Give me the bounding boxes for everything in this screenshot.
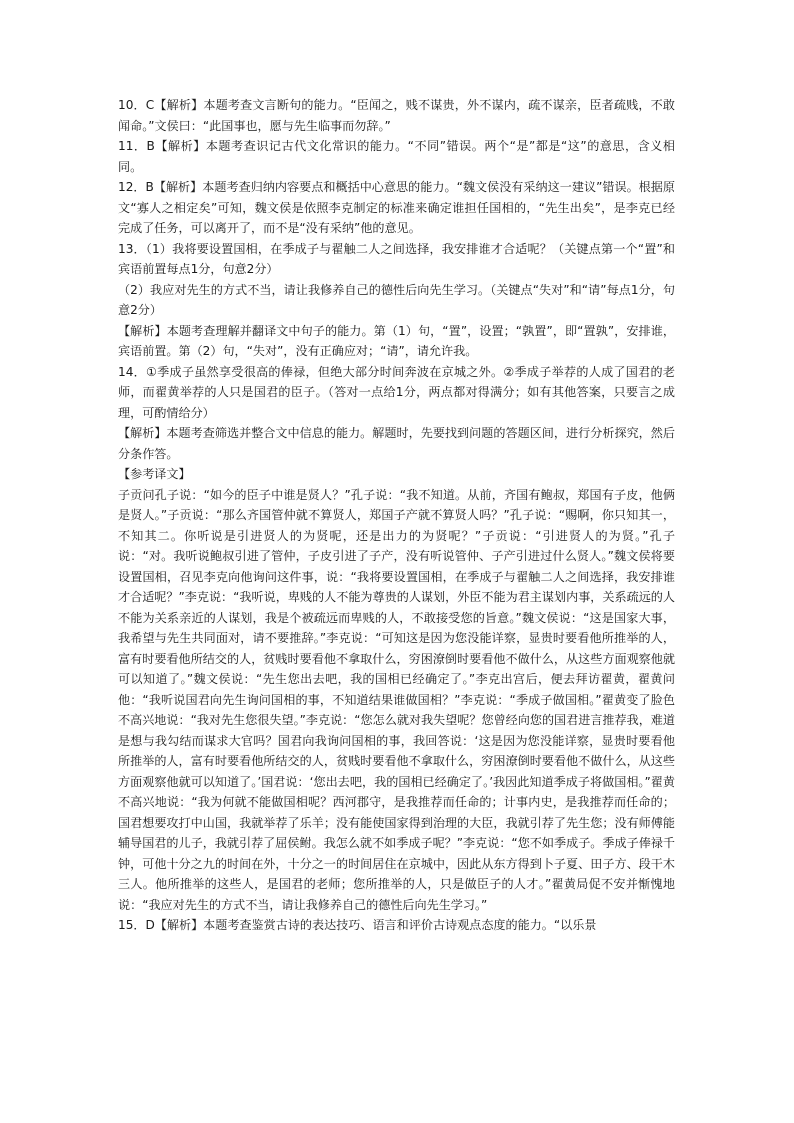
reference-translation-heading: 【参考译文】 — [118, 467, 191, 481]
answer-14-analysis: 【解析】本题考查筛选并整合文中信息的能力。解题时，先要找到问题的答题区间，进行分析探究，然后分条作答。 — [118, 426, 675, 461]
answer-key-page — [118, 95, 675, 936]
answer-14: 14．①季成子虽然享受很高的俸禄，但绝大部分时间奔波在京城之外。②季成子举荐的人成了国君的老师，而翟黄举荐的人只是国君的臣子。（答对一点给1分，两点都对得满分；如有其他答案，只要言之成理，可酌情给分） — [118, 364, 675, 420]
answer-13-part-1: 13．（1）我将要设置国相，在季成子与翟触二人之间选择，我安排谁才合适呢？（关键点第一个“置”和宾语前置每点1分，句意2分） — [118, 241, 675, 276]
answer-12: 12．B【解析】本题考查归纳内容要点和概括中心意思的能力。“魏文侯没有采纳这一建议”错误。根据原文“寡人之相定矣”可知，魏文侯是依照李克制定的标准来确定谁担任国相的，“先生出矣”，是李克已经完成了任务，可以离开了，而不是“没有采纳”他的意见。 — [118, 180, 675, 235]
answer-11: 11．B【解析】本题考查识记古代文化常识的能力。“不同”错误。两个“是”都是“这”的意思，含义相同。 — [118, 139, 675, 174]
answer-13-part-2: （2）我应对先生的方式不当，请让我修养自己的德性后向先生学习。（关键点“失对”和“请”每点1分，句意2分） — [118, 282, 675, 317]
answer-10: 10．C【解析】本题考查文言断句的能力。“臣闻之，贱不谋贵，外不谋内，疏不谋亲，臣者疏贱，不敢闻命。”文侯曰：“此国事也，愿与先生临事而勿辞。” — [118, 98, 675, 133]
answer-15: 15．D【解析】本题考查鉴赏古诗的表达技巧、语言和评价古诗观点态度的能力。“以乐景 — [118, 918, 597, 932]
answer-13-analysis: 【解析】本题考查理解并翻译文中句子的能力。第（1）句，“置”，设置；“孰置”，即“置孰”，安排谁，宾语前置。第（2）句，“失对”，没有正确应对；“请”，请允许我。 — [118, 323, 675, 358]
reference-translation-body: 子贡问孔子说：“如今的臣子中谁是贤人？”孔子说：“我不知道。从前，齐国有鲍叔，郑国有子皮，他俩是贤人。”子贡说：“那么齐国管仲就不算贤人，郑国子产就不算贤人吗？”孔子说：“赐啊，你只知其一，不知其二。你听说是引进贤人的为贤呢，还是出力的为贤呢？”子贡说：“引进贤人的为贤。”孔子说：“对。我听说鲍叔引进了管仲，子皮引进了子产，没有听说管仲、子产引进过什么贤人。”魏文侯将要设置国相，召见李克向他询问这件事，说：“我将要设置国相，在季成子与翟触二人之间选择，我安排谁才合适呢？”李克说：“我听说，卑贱的人不能为尊贵的人谋划，外臣不能为君主谋划内事，关系疏远的人不能为关系亲近的人谋划，我是个被疏远而卑贱的人，不敢接受您的旨意。”魏文侯说：“这是国家大事，我希望与先生共同面对，请不要推辞。”李克说：“可知这是因为您没能详察，显贵时要看他所推举的人，富有时要看他所结交的人，贫贱时要看他不拿取什么，穷困潦倒时要看他不做什么，从这些方面观察他就可以知道了。”魏文侯说：“先生您出去吧，我的国相已经确定了。”李克出宫后，便去拜访翟黄，翟黄问他：“我听说国君向先生询问国相的事，不知道结果谁做国相？”李克说：“季成子做国相。”翟黄变了脸色不高兴地说：“我对先生您很失望。”李克说：“您怎么就对我失望呢？您曾经向您的国君进言推荐我，难道是想与我勾结而谋求大官吗？国君向我询问国相的事，我回答说：‘这是因为您没能详察，显贵时要看他所推举的人，富有时要看他所结交的人，贫贱时要看他不拿取什么，穷困潦倒时要看他不做什么，从这些方面观察他就可以知道了。’国君说：‘您出去吧，我的国相已经确定了。’我因此知道季成子将做国相。”翟黄不高兴地说：“我为何就不能做国相呢？西河郡守，是我推荐而任命的；计事内史，是我推荐而任命的；国君想要攻打中山国，我就举荐了乐羊；没有能使国家得到治理的大臣，我就引荐了先生您；没有师傅能辅导国君的儿子，我就引荐了屈侯鲋。我怎么就不如季成子呢？”李克说：“您不如季成子。季成子俸禄千钟，可他十分之九的时间在外，十分之一的时间居住在京城中，因此从东方得到卜子夏、田子方、段干木三人。他所推举的这些人，是国君的老师；您所推举的人，只是做臣子的人才。”翟黄局促不安并惭愧地说：“我应对先生的方式不当，请让我修养自己的德性后向先生学习。” — [118, 487, 675, 912]
